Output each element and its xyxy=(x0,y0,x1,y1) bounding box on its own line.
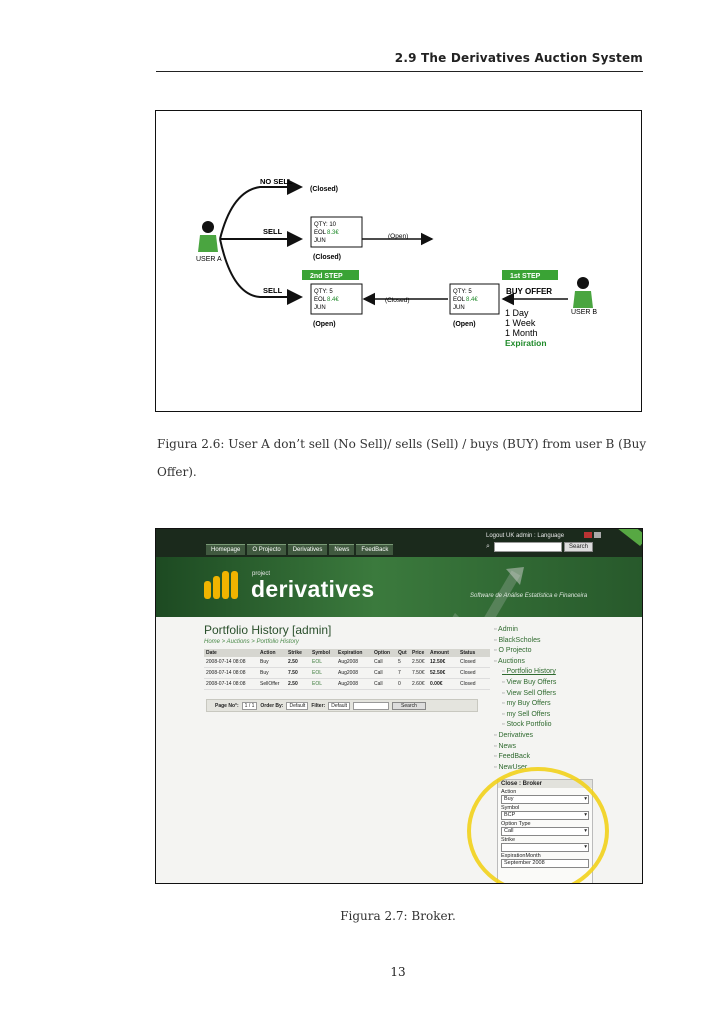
sell-2-arrow xyxy=(220,239,301,297)
table-cell: 2008-07-14 08:08 xyxy=(206,670,246,676)
box1-eol: EOL xyxy=(314,230,327,236)
broker-action-select[interactable]: Buy ▾ xyxy=(501,795,589,804)
page-icon: ▫ xyxy=(502,689,507,697)
page-icon: ▫ xyxy=(502,668,507,676)
broker-option-type-select[interactable]: Call ▾ xyxy=(501,827,589,836)
main-nav-tabs xyxy=(206,544,393,555)
menu-item-newuser[interactable]: ▫ NewUser xyxy=(494,763,528,771)
broker-expiration-select[interactable]: September 2008 xyxy=(501,859,589,868)
table-cell: 0.00€ xyxy=(430,681,443,687)
menu-item-admin[interactable]: ▫ Admin xyxy=(494,626,518,633)
broker-symbol-select[interactable]: BCP ▾ xyxy=(501,811,589,820)
expiration-label: Expiration xyxy=(505,338,547,348)
page-select[interactable]: 1 / 1 xyxy=(242,702,258,710)
figure-broker-screenshot xyxy=(155,528,643,884)
table-cell: Closed xyxy=(460,659,476,665)
box1-month: JUN xyxy=(314,238,326,244)
table-cell: 2008-07-14 08:08 xyxy=(206,659,246,665)
menu-item-auctions[interactable]: ▫ Auctions xyxy=(494,657,525,665)
side-menu xyxy=(494,625,556,773)
broker-action-label: Action xyxy=(501,789,517,795)
table-cell: Call xyxy=(374,659,383,665)
menu-item-portfolio-history[interactable]: ▫ Portfolio History xyxy=(502,668,556,676)
table-header-row xyxy=(204,649,490,657)
expiration-1week: 1 Week xyxy=(505,318,536,328)
chevron-down-icon: ▾ xyxy=(584,844,587,850)
page-icon: ▫ xyxy=(502,700,507,708)
page-icon: ▫ xyxy=(494,753,499,761)
chevron-down-icon: ▾ xyxy=(584,812,587,818)
box1-eol-price: 8.3€ xyxy=(327,230,339,236)
box3-eol: EOL xyxy=(453,297,466,303)
caption-figure-2-7: Figura 2.7: Broker. xyxy=(340,909,456,923)
box1-qty: QTY: 10 xyxy=(314,222,337,228)
site-tagline: Software de Análise Estatística e Financeira xyxy=(470,593,588,599)
breadcrumb[interactable]: Home > Auctions > Portfolio History xyxy=(204,639,299,645)
site-search-input[interactable] xyxy=(494,542,562,552)
expiration-1day: 1 Day xyxy=(505,308,529,318)
box2-qty: QTY: 5 xyxy=(314,289,333,295)
page-number: 13 xyxy=(390,965,406,979)
table-cell: 7.50€ xyxy=(412,670,425,676)
broker-option-type-label: Option Type xyxy=(501,821,531,827)
menu-item-view-sell-offers[interactable]: ▫ View Sell Offers xyxy=(502,689,556,697)
table-row[interactable] xyxy=(204,679,490,690)
table-header: Price xyxy=(412,650,425,656)
pager-search-button[interactable]: Search xyxy=(392,702,426,710)
table-header: Qut xyxy=(398,650,407,656)
table-cell: 2.60€ xyxy=(412,681,425,687)
user-b-label: USER B xyxy=(571,309,598,316)
table-header: Strike xyxy=(288,650,302,656)
pager-bar xyxy=(206,699,478,712)
open-label-2: (Open) xyxy=(313,321,336,328)
table-cell: Call xyxy=(374,681,383,687)
table-cell: Buy xyxy=(260,670,269,676)
chevron-down-icon: ▾ xyxy=(584,796,587,802)
table-cell: 12.50€ xyxy=(430,659,446,665)
broker-symbol-label: Symbol xyxy=(501,805,520,811)
box3-month: JUN xyxy=(453,305,465,311)
broker-expiration-label: ExpirationMonth xyxy=(501,853,541,859)
table-cell[interactable]: EOL xyxy=(312,670,323,676)
box3-eol-price: 8.4€ xyxy=(466,297,478,303)
table-cell: 52.50€ xyxy=(430,670,446,676)
buy-offer-label: BUY OFFER xyxy=(506,287,553,296)
table-header: Date xyxy=(206,650,217,656)
open-label-3: (Open) xyxy=(453,321,476,328)
menu-item-o-projecto[interactable]: ▫ O Projecto xyxy=(494,647,532,655)
menu-item-news[interactable]: ▫ News xyxy=(494,742,516,750)
table-cell: 2.50 xyxy=(288,681,298,687)
page-icon: ▫ xyxy=(502,721,507,729)
page-icon: ▫ xyxy=(502,678,507,686)
table-cell: 7.50 xyxy=(288,670,298,676)
tab-feedback[interactable]: FeedBack xyxy=(356,544,393,555)
menu-item-derivatives[interactable]: ▫ Derivatives xyxy=(494,731,534,739)
page-icon: ▫ xyxy=(502,710,507,718)
step1-label: 1st STEP xyxy=(510,273,541,280)
open-label-1: (Open) xyxy=(388,233,409,240)
table-cell: 2008-07-14 08:08 xyxy=(206,681,246,687)
table-cell: Closed xyxy=(460,670,476,676)
page-title: Portfolio History [admin] xyxy=(204,623,332,637)
page-icon: ▫ xyxy=(494,742,499,750)
step2-label: 2nd STEP xyxy=(310,273,343,280)
logo-text: derivatives xyxy=(251,576,375,602)
menu-item-stock-portfolio[interactable]: ▫ Stock Portfolio xyxy=(502,721,552,729)
logo-bars-icon xyxy=(204,571,238,599)
table-cell: Aug2008 xyxy=(338,659,359,665)
menu-item-feedback[interactable]: ▫ FeedBack xyxy=(494,753,530,761)
broker-title: Close : Broker xyxy=(498,780,592,788)
filter-label: Filter: xyxy=(311,702,326,709)
page-icon: ▫ xyxy=(494,636,499,644)
table-header: Action xyxy=(260,650,276,656)
order-by-label: Order By: xyxy=(260,702,284,709)
broker-strike-label: Strike xyxy=(501,837,516,843)
closed-label-1: (Closed) xyxy=(310,186,338,193)
page-icon: ▫ xyxy=(494,731,499,739)
table-cell: Closed xyxy=(460,681,476,687)
sell-label-2: SELL xyxy=(263,286,283,295)
user-a-icon xyxy=(198,221,218,252)
table-header: Symbol xyxy=(312,650,331,656)
table-cell: Aug2008 xyxy=(338,670,359,676)
table-header: Expiration xyxy=(338,650,363,656)
expiration-1month: 1 Month xyxy=(505,328,538,338)
site-search-button[interactable]: Search xyxy=(564,542,593,552)
search-icon: ⌕ xyxy=(486,543,490,550)
box2-month: JUN xyxy=(314,305,326,311)
header-rule xyxy=(156,71,643,72)
menu-item-blackscholes[interactable]: ▫ BlackScholes xyxy=(494,636,541,644)
caption-figure-2-6-line1: Figura 2.6: User A don’t sell (No Sell)/ sells (Sell) / buys (BUY) from user B (Buy xyxy=(157,437,647,451)
box2-eol: EOL xyxy=(314,297,327,303)
table-cell[interactable]: EOL xyxy=(312,681,323,687)
portfolio-table xyxy=(204,649,490,690)
page-icon: ▫ xyxy=(494,647,499,655)
language-flag-icon[interactable] xyxy=(594,532,601,538)
no-sell-arrow xyxy=(220,187,301,239)
menu-item-view-buy-offers[interactable]: ▫ View Buy Offers xyxy=(502,678,557,686)
table-cell: 2.50 xyxy=(288,659,298,665)
closed-label-3: (Closed) xyxy=(385,297,410,304)
page-icon: ▫ xyxy=(494,763,499,771)
uk-flag-icon[interactable] xyxy=(584,532,592,538)
page-icon: ▫ xyxy=(494,626,499,633)
table-header: Amount xyxy=(430,650,449,656)
table-cell: SellOffer xyxy=(260,681,280,687)
no-sell-label: NO SELL xyxy=(260,177,293,186)
tab-news[interactable]: News xyxy=(329,544,354,555)
chevron-down-icon: ▾ xyxy=(584,828,587,834)
box2-eol-price: 8.4€ xyxy=(327,297,339,303)
table-cell: 5 xyxy=(398,659,401,665)
user-b-icon xyxy=(573,277,593,308)
logout-language-link[interactable]: Logout UK admin : Language xyxy=(486,533,565,539)
caption-figure-2-6-line2: Offer). xyxy=(157,465,197,479)
running-head: 2.9 The Derivatives Auction System xyxy=(394,51,643,65)
table-cell[interactable]: EOL xyxy=(312,659,323,665)
box3-qty: QTY: 5 xyxy=(453,289,472,295)
table-header: Status xyxy=(460,650,476,656)
menu-item-my-buy-offers[interactable]: ▫ my Buy Offers xyxy=(502,700,551,708)
table-row[interactable] xyxy=(204,657,490,668)
table-cell: 2.50€ xyxy=(412,659,425,665)
tab-derivatives[interactable]: Derivatives xyxy=(288,544,328,555)
tab-o-projecto[interactable]: O Projecto xyxy=(247,544,285,555)
table-cell: 7 xyxy=(398,670,401,676)
user-a-label: USER A xyxy=(196,256,222,263)
highlight-ring xyxy=(467,767,609,884)
logo-small-text: project xyxy=(252,571,271,577)
order-by-select[interactable]: Default xyxy=(286,702,308,710)
table-row[interactable] xyxy=(204,668,490,679)
page-number-label: Page No°: xyxy=(215,702,239,709)
closed-label-2: (Closed) xyxy=(313,254,341,261)
menu-item-my-sell-offers[interactable]: ▫ my Sell Offers xyxy=(502,710,551,718)
filter-input[interactable] xyxy=(353,702,389,710)
sell-label-1: SELL xyxy=(263,227,283,236)
filter-select[interactable]: Default xyxy=(328,702,350,710)
figure-auction-diagram xyxy=(155,110,642,412)
auction-diagram xyxy=(156,111,641,411)
table-cell: Buy xyxy=(260,659,269,665)
table-cell: Call xyxy=(374,670,383,676)
table-cell: 0 xyxy=(398,681,401,687)
tab-homepage[interactable]: Homepage xyxy=(206,544,245,555)
table-header: Option xyxy=(374,650,391,656)
page-icon: ▫ xyxy=(494,657,499,665)
table-cell: Aug2008 xyxy=(338,681,359,687)
